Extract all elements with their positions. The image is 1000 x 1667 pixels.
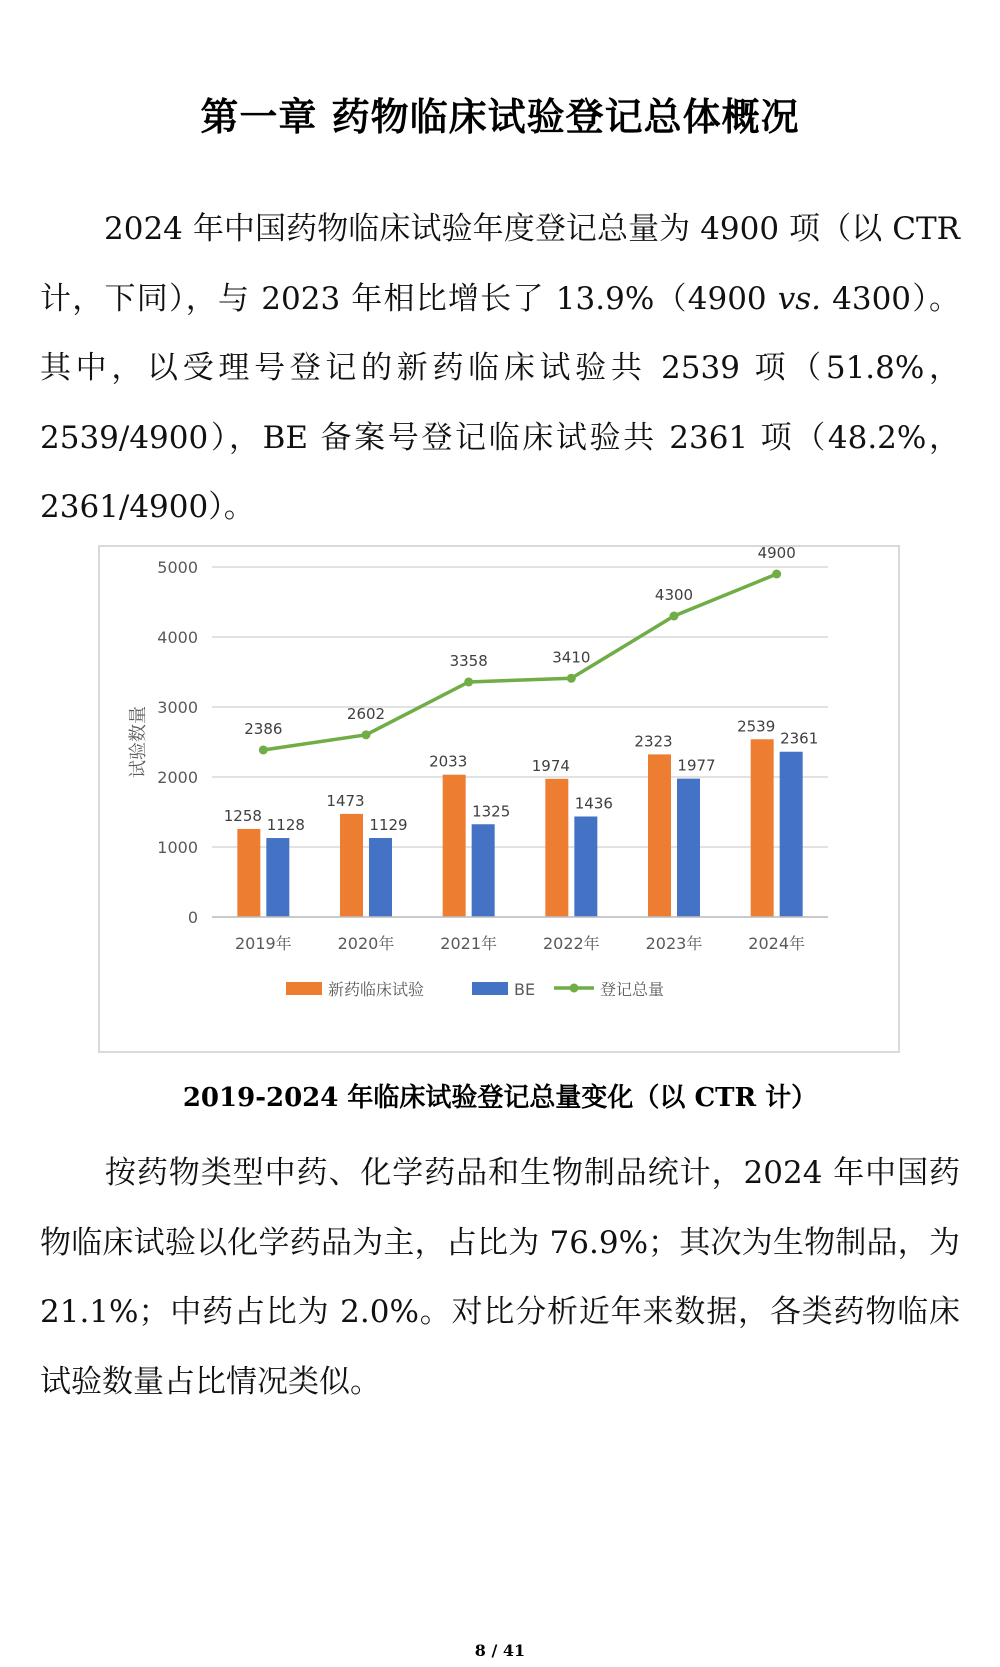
page-number: 8 / 41 <box>474 1641 526 1660</box>
bar-value-label: 1325 <box>472 802 511 821</box>
total-point <box>567 674 576 683</box>
total-point <box>670 612 679 621</box>
total-point <box>464 677 473 686</box>
y-tick-label: 0 <box>187 908 198 927</box>
bar-value-label: 2361 <box>780 729 819 748</box>
line-value-label: 4300 <box>654 586 694 604</box>
bar-value-label: 1129 <box>369 815 408 834</box>
chapter-title: 第一章 药物临床试验登记总体概况 <box>200 95 800 139</box>
y-tick-label: 3000 <box>157 698 198 717</box>
line-value-label: 2602 <box>346 704 386 723</box>
total-point <box>362 730 371 739</box>
y-tick-label: 5000 <box>157 558 198 577</box>
legend-label: BE <box>514 980 536 999</box>
bar-value-label: 1436 <box>574 794 613 813</box>
y-tick-label: 1000 <box>157 838 198 857</box>
y-axis-label: 试验数量 <box>128 706 149 778</box>
line-value-label: 2386 <box>244 719 283 738</box>
bar-value-label: 2323 <box>634 732 673 751</box>
x-tick-label: 2021年 <box>440 934 498 953</box>
total-point <box>259 745 268 754</box>
chart-caption: 2019-2024 年临床试验登记总量变化（以 CTR 计） <box>182 1083 818 1113</box>
bar-be <box>369 838 392 917</box>
bar-value-label: 1974 <box>531 756 570 775</box>
intro-text-vs: vs. <box>777 280 822 317</box>
legend-label: 登记总量 <box>600 980 665 999</box>
bar-value-label: 1258 <box>223 806 262 825</box>
legend-swatch <box>286 982 322 995</box>
y-tick-label: 2000 <box>157 768 198 787</box>
bar-value-label: 1128 <box>266 816 305 835</box>
x-tick-label: 2023年 <box>645 934 703 953</box>
bar-be <box>677 779 700 917</box>
bar-value-label: 1473 <box>326 791 365 810</box>
bar-new-drug <box>545 779 568 917</box>
x-tick-label: 2020年 <box>337 934 395 953</box>
bar-new-drug <box>340 814 363 917</box>
bar-new-drug <box>237 829 260 917</box>
drug-type-paragraph <box>40 1139 960 1417</box>
total-point <box>772 570 781 579</box>
bar-value-label: 2033 <box>429 752 468 771</box>
y-tick-label: 4000 <box>157 628 198 647</box>
bar-new-drug <box>751 739 774 917</box>
line-value-label: 4900 <box>757 547 796 562</box>
bar-be <box>574 816 597 917</box>
bar-value-label: 1977 <box>677 756 716 775</box>
x-tick-label: 2024年 <box>748 934 806 953</box>
intro-paragraph <box>40 195 960 543</box>
registration-chart <box>98 545 900 1053</box>
bar-new-drug <box>648 754 671 917</box>
bar-value-label: 2539 <box>737 717 776 736</box>
line-value-label: 3358 <box>449 651 488 670</box>
total-line <box>263 574 776 750</box>
legend-label: 新药临床试验 <box>328 980 425 999</box>
bar-be <box>472 824 495 917</box>
legend-marker <box>570 984 579 993</box>
bar-new-drug <box>443 775 466 917</box>
drug-type-text: 按药物类型中药、化学药品和生物制品统计，2024 年中国药物临床试验以化学药品为主，占比为 76.9%；其次为生物制品，为 21.1%；中药占比为 2.0%。对比分析近年来数据，各类药物临床试验数量占比情况类似。 <box>40 1155 960 1400</box>
intro-text-part-3: 4300）。其中，以受理号登记的新药临床试验共 2539 项（51.8%，2539/4900），BE 备案号登记临床试验共 2361 项（48.2%，2361/4900）。 <box>40 280 960 525</box>
line-value-label: 3410 <box>552 648 591 667</box>
x-tick-label: 2022年 <box>542 934 600 953</box>
bar-be <box>780 752 803 917</box>
intro-text-part-1: 2024 年中国药物临床试验年度登记总量为 4900 项（以 CTR 计，下同），与 2023 年相比增长了 13.9%（4900 <box>40 211 960 317</box>
x-tick-label: 2019年 <box>234 934 292 953</box>
bar-be <box>266 838 289 917</box>
chart-canvas <box>100 547 898 1051</box>
legend-swatch <box>472 982 508 995</box>
